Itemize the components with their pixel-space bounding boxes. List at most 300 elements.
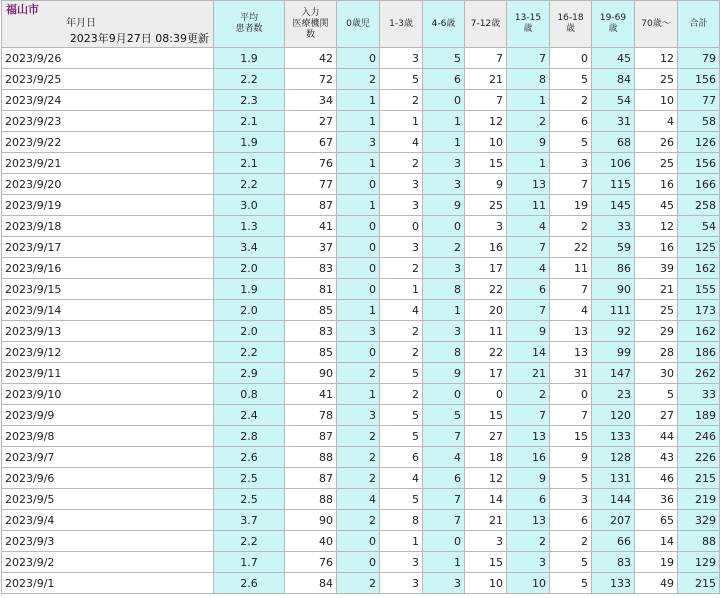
table-row [2,48,720,69]
cell-institutions: 41 [285,216,337,237]
cell-age-16-18: 5 [550,69,592,90]
cell-age-7-12: 15 [465,405,507,426]
cell-date: 2023/9/15 [2,279,214,300]
cell-avg: 2.1 [214,111,285,132]
cell-age-70: 21 [635,279,678,300]
cell-age-0: 3 [337,405,380,426]
cell-age-70: 14 [635,531,678,552]
cell-institutions: 87 [285,468,337,489]
cell-age-4-6: 3 [423,153,465,174]
cell-age-16-18: 11 [550,258,592,279]
cell-avg: 2.5 [214,468,285,489]
table-row [2,468,720,489]
cell-total: 189 [678,405,720,426]
cell-age-7-12: 17 [465,363,507,384]
cell-age-1-3: 3 [380,237,423,258]
cell-avg: 3.0 [214,195,285,216]
cell-age-70: 4 [635,111,678,132]
cell-age-19-69: 86 [592,258,635,279]
cell-age-70: 25 [635,300,678,321]
updated-timestamp: 2023年9月27日 08:39更新 [69,32,209,45]
cell-age-1-3: 3 [380,174,423,195]
cell-age-70: 16 [635,174,678,195]
cell-age-16-18: 5 [550,573,592,594]
cell-age-13-15: 8 [507,69,550,90]
col-header-age-0: 0歳児 [337,1,380,48]
cell-age-19-69: 115 [592,174,635,195]
cell-age-0: 2 [337,426,380,447]
cell-avg: 2.6 [214,447,285,468]
cell-age-70: 25 [635,69,678,90]
cell-date: 2023/9/12 [2,342,214,363]
cell-avg: 2.2 [214,174,285,195]
cell-date: 2023/9/16 [2,258,214,279]
cell-age-7-12: 10 [465,573,507,594]
table-row [2,531,720,552]
cell-avg: 1.9 [214,48,285,69]
cell-age-19-69: 99 [592,342,635,363]
cell-age-13-15: 6 [507,489,550,510]
cell-age-19-69: 90 [592,279,635,300]
influenza-report-table [1,0,720,594]
table-row [2,447,720,468]
cell-total: 215 [678,573,720,594]
cell-age-1-3: 5 [380,69,423,90]
cell-age-16-18: 3 [550,489,592,510]
cell-age-16-18: 6 [550,510,592,531]
cell-avg: 2.0 [214,300,285,321]
cell-age-1-3: 1 [380,531,423,552]
table-row [2,489,720,510]
cell-date: 2023/9/9 [2,405,214,426]
cell-age-1-3: 2 [380,321,423,342]
cell-age-16-18: 7 [550,174,592,195]
cell-age-70: 45 [635,195,678,216]
cell-age-16-18: 5 [550,468,592,489]
cell-avg: 1.9 [214,279,285,300]
cell-age-0: 0 [337,531,380,552]
cell-age-1-3: 0 [380,216,423,237]
cell-institutions: 88 [285,489,337,510]
cell-avg: 3.7 [214,510,285,531]
table-row [2,342,720,363]
cell-age-16-18: 6 [550,111,592,132]
table-row [2,258,720,279]
cell-age-70: 5 [635,384,678,405]
cell-age-4-6: 9 [423,363,465,384]
cell-age-1-3: 5 [380,489,423,510]
cell-date: 2023/9/3 [2,531,214,552]
table-row [2,132,720,153]
cell-age-0: 3 [337,132,380,153]
cell-age-16-18: 7 [550,405,592,426]
cell-age-1-3: 1 [380,279,423,300]
cell-age-7-12: 0 [465,384,507,405]
header-corner [2,1,214,48]
cell-age-13-15: 13 [507,510,550,531]
cell-institutions: 88 [285,447,337,468]
cell-age-19-69: 45 [592,48,635,69]
cell-age-0: 0 [337,237,380,258]
cell-total: 162 [678,321,720,342]
cell-age-0: 0 [337,216,380,237]
cell-age-19-69: 83 [592,552,635,573]
cell-age-13-15: 2 [507,531,550,552]
table-row [2,552,720,573]
cell-age-7-12: 20 [465,300,507,321]
cell-total: 262 [678,363,720,384]
cell-age-7-12: 12 [465,111,507,132]
cell-age-70: 65 [635,510,678,531]
cell-age-13-15: 4 [507,258,550,279]
cell-age-4-6: 6 [423,69,465,90]
cell-age-1-3: 4 [380,300,423,321]
cell-total: 156 [678,69,720,90]
cell-age-16-18: 2 [550,216,592,237]
cell-age-4-6: 3 [423,174,465,195]
cell-age-19-69: 84 [592,69,635,90]
cell-age-7-12: 21 [465,69,507,90]
cell-date: 2023/9/11 [2,363,214,384]
cell-age-16-18: 22 [550,237,592,258]
cell-age-4-6: 2 [423,237,465,258]
cell-age-7-12: 12 [465,468,507,489]
cell-age-7-12: 7 [465,90,507,111]
cell-age-7-12: 3 [465,531,507,552]
cell-age-13-15: 7 [507,237,550,258]
cell-age-4-6: 0 [423,90,465,111]
cell-date: 2023/9/25 [2,69,214,90]
cell-age-1-3: 2 [380,153,423,174]
cell-age-0: 2 [337,468,380,489]
cell-age-4-6: 3 [423,258,465,279]
cell-age-16-18: 3 [550,153,592,174]
cell-age-70: 39 [635,258,678,279]
cell-age-19-69: 147 [592,363,635,384]
cell-age-19-69: 133 [592,573,635,594]
cell-avg: 2.0 [214,258,285,279]
cell-institutions: 87 [285,426,337,447]
cell-age-4-6: 1 [423,111,465,132]
cell-age-16-18: 13 [550,321,592,342]
cell-age-19-69: 33 [592,216,635,237]
cell-age-16-18: 19 [550,195,592,216]
cell-age-1-3: 3 [380,195,423,216]
cell-avg: 1.9 [214,132,285,153]
cell-age-19-69: 128 [592,447,635,468]
cell-age-0: 2 [337,447,380,468]
cell-age-70: 12 [635,216,678,237]
cell-age-0: 1 [337,384,380,405]
col-header-age-1-3: 1-3歳 [380,1,423,48]
cell-age-16-18: 0 [550,384,592,405]
table-row [2,153,720,174]
cell-age-0: 1 [337,90,380,111]
cell-age-4-6: 7 [423,510,465,531]
cell-age-16-18: 9 [550,447,592,468]
cell-date: 2023/9/18 [2,216,214,237]
cell-institutions: 37 [285,237,337,258]
cell-age-19-69: 66 [592,531,635,552]
cell-age-19-69: 68 [592,132,635,153]
cell-age-19-69: 207 [592,510,635,531]
cell-age-7-12: 9 [465,174,507,195]
cell-age-1-3: 5 [380,363,423,384]
cell-age-4-6: 8 [423,279,465,300]
cell-age-0: 2 [337,69,380,90]
cell-age-70: 43 [635,447,678,468]
cell-age-70: 19 [635,552,678,573]
cell-total: 162 [678,258,720,279]
cell-total: 246 [678,426,720,447]
cell-age-13-15: 21 [507,363,550,384]
cell-age-70: 25 [635,153,678,174]
col-header-age-16-18: 16-18 歳 [550,1,592,48]
cell-age-13-15: 3 [507,552,550,573]
cell-institutions: 81 [285,279,337,300]
cell-age-13-15: 2 [507,111,550,132]
cell-avg: 1.7 [214,552,285,573]
cell-age-70: 44 [635,426,678,447]
cell-institutions: 42 [285,48,337,69]
cell-date: 2023/9/7 [2,447,214,468]
cell-institutions: 40 [285,531,337,552]
cell-age-1-3: 1 [380,111,423,132]
cell-age-19-69: 31 [592,111,635,132]
col-header-avg: 平均 患者数 [214,1,285,48]
cell-total: 125 [678,237,720,258]
table-row [2,363,720,384]
cell-age-0: 1 [337,111,380,132]
cell-age-16-18: 5 [550,132,592,153]
cell-date: 2023/9/8 [2,426,214,447]
cell-age-19-69: 92 [592,321,635,342]
cell-total: 155 [678,279,720,300]
cell-age-4-6: 7 [423,489,465,510]
cell-date: 2023/9/24 [2,90,214,111]
cell-institutions: 67 [285,132,337,153]
cell-date: 2023/9/10 [2,384,214,405]
table-row [2,279,720,300]
cell-age-19-69: 54 [592,90,635,111]
cell-institutions: 85 [285,342,337,363]
cell-age-1-3: 4 [380,468,423,489]
cell-total: 33 [678,384,720,405]
cell-total: 79 [678,48,720,69]
cell-age-13-15: 9 [507,468,550,489]
cell-age-7-12: 25 [465,195,507,216]
cell-age-0: 0 [337,552,380,573]
cell-age-7-12: 22 [465,342,507,363]
cell-date: 2023/9/23 [2,111,214,132]
cell-age-13-15: 9 [507,321,550,342]
cell-institutions: 87 [285,195,337,216]
date-column-label: 年月日 [66,18,96,29]
cell-age-0: 0 [337,258,380,279]
cell-age-70: 36 [635,489,678,510]
cell-age-1-3: 2 [380,342,423,363]
cell-age-0: 0 [337,279,380,300]
cell-age-0: 1 [337,300,380,321]
cell-institutions: 83 [285,258,337,279]
cell-total: 186 [678,342,720,363]
cell-age-0: 0 [337,174,380,195]
cell-age-13-15: 16 [507,447,550,468]
cell-age-7-12: 10 [465,132,507,153]
cell-institutions: 72 [285,69,337,90]
cell-age-13-15: 13 [507,426,550,447]
cell-total: 166 [678,174,720,195]
cell-age-16-18: 15 [550,426,592,447]
table-row [2,90,720,111]
cell-date: 2023/9/5 [2,489,214,510]
cell-avg: 2.4 [214,405,285,426]
cell-age-0: 1 [337,153,380,174]
cell-age-1-3: 3 [380,552,423,573]
cell-age-16-18: 4 [550,300,592,321]
col-header-age-4-6: 4-6歳 [423,1,465,48]
cell-age-7-12: 17 [465,258,507,279]
table-row [2,510,720,531]
cell-age-4-6: 4 [423,447,465,468]
cell-age-70: 26 [635,132,678,153]
cell-institutions: 83 [285,321,337,342]
cell-age-4-6: 3 [423,321,465,342]
col-header-age-13-15: 13-15 歳 [507,1,550,48]
cell-age-1-3: 2 [380,258,423,279]
table-row [2,300,720,321]
cell-institutions: 90 [285,363,337,384]
cell-age-19-69: 131 [592,468,635,489]
cell-age-19-69: 106 [592,153,635,174]
table-row [2,426,720,447]
cell-institutions: 76 [285,153,337,174]
cell-age-7-12: 27 [465,426,507,447]
cell-age-4-6: 0 [423,216,465,237]
table-row [2,195,720,216]
table-row [2,405,720,426]
cell-age-70: 46 [635,468,678,489]
cell-age-13-15: 9 [507,132,550,153]
cell-age-19-69: 111 [592,300,635,321]
cell-age-4-6: 6 [423,468,465,489]
cell-age-13-15: 14 [507,342,550,363]
cell-age-4-6: 5 [423,48,465,69]
table-row [2,111,720,132]
cell-age-13-15: 13 [507,174,550,195]
cell-institutions: 27 [285,111,337,132]
cell-total: 219 [678,489,720,510]
cell-avg: 2.6 [214,573,285,594]
cell-date: 2023/9/14 [2,300,214,321]
cell-date: 2023/9/4 [2,510,214,531]
cell-age-70: 10 [635,90,678,111]
cell-age-19-69: 23 [592,384,635,405]
cell-total: 58 [678,111,720,132]
cell-age-0: 2 [337,510,380,531]
table-row [2,69,720,90]
cell-age-7-12: 3 [465,216,507,237]
cell-age-1-3: 2 [380,90,423,111]
cell-age-0: 2 [337,573,380,594]
cell-date: 2023/9/1 [2,573,214,594]
cell-age-7-12: 21 [465,510,507,531]
cell-age-1-3: 5 [380,426,423,447]
cell-age-13-15: 2 [507,384,550,405]
cell-date: 2023/9/13 [2,321,214,342]
cell-institutions: 84 [285,573,337,594]
cell-age-4-6: 1 [423,552,465,573]
cell-avg: 2.5 [214,489,285,510]
cell-age-1-3: 4 [380,132,423,153]
table-row [2,321,720,342]
cell-date: 2023/9/22 [2,132,214,153]
col-header-institutions: 入力 医療機関 数 [285,1,337,48]
cell-age-13-15: 11 [507,195,550,216]
cell-age-19-69: 145 [592,195,635,216]
cell-total: 54 [678,216,720,237]
cell-institutions: 90 [285,510,337,531]
cell-age-1-3: 5 [380,405,423,426]
cell-total: 215 [678,468,720,489]
cell-total: 173 [678,300,720,321]
cell-age-0: 2 [337,363,380,384]
cell-avg: 1.3 [214,216,285,237]
cell-age-19-69: 120 [592,405,635,426]
cell-age-70: 12 [635,48,678,69]
table-row [2,573,720,594]
col-header-age-19-69: 19-69 歳 [592,1,635,48]
cell-age-7-12: 11 [465,321,507,342]
cell-age-4-6: 8 [423,342,465,363]
cell-avg: 3.4 [214,237,285,258]
cell-avg: 2.3 [214,90,285,111]
cell-age-70: 30 [635,363,678,384]
cell-age-7-12: 14 [465,489,507,510]
cell-age-4-6: 3 [423,573,465,594]
cell-total: 226 [678,447,720,468]
cell-total: 77 [678,90,720,111]
cell-avg: 2.9 [214,363,285,384]
cell-age-70: 28 [635,342,678,363]
cell-age-7-12: 22 [465,279,507,300]
cell-total: 88 [678,531,720,552]
cell-age-13-15: 7 [507,48,550,69]
cell-age-4-6: 1 [423,132,465,153]
cell-institutions: 78 [285,405,337,426]
cell-age-7-12: 18 [465,447,507,468]
cell-age-16-18: 0 [550,48,592,69]
cell-institutions: 41 [285,384,337,405]
cell-age-13-15: 10 [507,573,550,594]
cell-age-7-12: 15 [465,552,507,573]
cell-age-13-15: 6 [507,279,550,300]
cell-age-16-18: 31 [550,363,592,384]
col-header-total: 合計 [678,1,720,48]
cell-age-7-12: 15 [465,153,507,174]
cell-avg: 0.8 [214,384,285,405]
col-header-age-70: 70歳～ [635,1,678,48]
cell-avg: 2.0 [214,321,285,342]
cell-age-0: 4 [337,489,380,510]
cell-age-16-18: 5 [550,552,592,573]
cell-avg: 2.2 [214,69,285,90]
cell-age-13-15: 4 [507,216,550,237]
cell-age-13-15: 7 [507,405,550,426]
cell-age-1-3: 6 [380,447,423,468]
cell-age-4-6: 1 [423,300,465,321]
cell-age-19-69: 59 [592,237,635,258]
